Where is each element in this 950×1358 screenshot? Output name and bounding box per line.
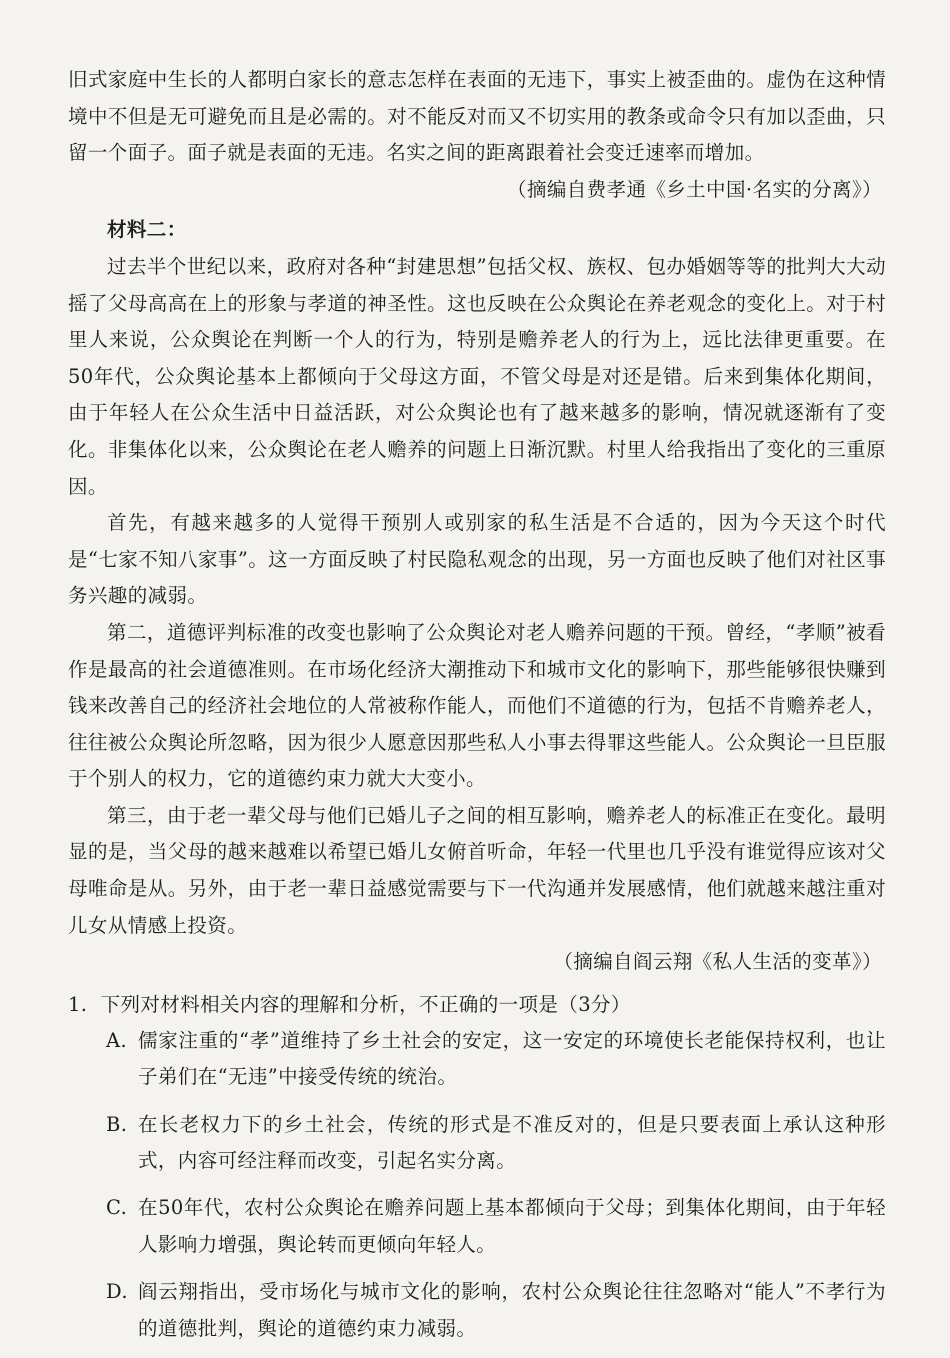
passage2-paragraph: 首先，有越来越多的人觉得干预别人或别家的私生活是不合适的，因为今天这个时代是“七家不知八家事”。这一方面反映了村民隐私观念的出现，另一方面也反映了他们对社区事务兴趣的减弱。 (68, 511, 886, 608)
passage1-tail: 旧式家庭中生长的人都明白家长的意志怎样在表面的无违下，事实上被歪曲的。虚伪在这种情境中不但是无可避免而且是必需的。对不能反对而又不切实用的教条或命令只有加以歪曲，只留一个面子。面子就是表面的无违。名实之间的距离跟着社会变迁速率而增加。 (68, 68, 886, 165)
passage2-heading: 材料二： (107, 218, 187, 242)
passage2-paragraph: 过去半个世纪以来，政府对各种“封建思想”包括父权、族权、包办婚姻等等的批判大大动摇了父母高高在上的形象与孝道的神圣性。这也反映在公众舆论在养老观念的变化上。对于村里人来说，公众舆论在判断一个人的行为，特别是赡养老人的行为上，远比法律更重要。在50年代，公众舆论基本上都倾向于父母这方面，不管父母是对还是错。后来到集体化期间，由于年轻人在公众生活中日益活跃，对公众舆论也有了越来越多的影响，情况就逐渐有了变化。非集体化以来，公众舆论在老人赡养的问题上日渐沉默。村里人给我指出了变化的三重原因。 (68, 254, 886, 498)
option-text: 在长老权力下的乡土社会，传统的形式是不准反对的，但是只要表面上承认这种形式，内容可经注释而改变，引起名实分离。 (138, 1112, 886, 1173)
question-1 (68, 987, 886, 1347)
passage1-source: （摘编自费孝通《乡土中国·名实的分离》） (507, 177, 882, 201)
option-letter: A. (106, 1028, 128, 1052)
passage2-paragraph: 第二，道德评判标准的改变也影响了公众舆论对老人赡养问题的干预。曾经，“孝顺”被看作是最高的社会道德准则。在市场化经济大潮推动下和城市文化的影响下，那些能够很快赚到钱来改善自己的经济社会地位的人常被称作能人，而他们不道德的行为，包括不肯赡养老人，往往被公众舆论所忽略，因为很少人愿意因那些私人小事去得罪这些能人。公众舆论一旦臣服于个别人的权力，它的道德约束力就大大变小。 (68, 620, 886, 791)
question-stem (68, 987, 886, 1023)
option-d (68, 1274, 886, 1347)
option-c (68, 1190, 886, 1263)
passage2-paragraph: 第三，由于老一辈父母与他们已婚儿子之间的相互影响，赡养老人的标准正在变化。最明显的是，当父母的越来越难以希望已婚儿女俯首听命，年轻一代里也几乎没有谁觉得应该对父母唯命是从。另外，由于老一辈日益感觉需要与下一代沟通并发展感情，他们就越来越注重对儿女从情感上投资。 (68, 803, 886, 937)
option-letter: D. (106, 1280, 128, 1304)
option-a (68, 1023, 886, 1096)
option-letter: C. (106, 1196, 128, 1220)
document-body (68, 62, 886, 1358)
option-text: 在50年代，农村公众舆论在赡养问题上基本都倾向于父母；到集体化期间，由于年轻人影响力增强，舆论转而更倾向年轻人。 (138, 1196, 886, 1256)
option-b (68, 1107, 886, 1180)
option-letter: B. (106, 1112, 128, 1136)
passage2-source: （摘编自阎云翔《私人生活的变革》） (553, 950, 882, 974)
option-text: 儒家注重的“孝”道维持了乡土社会的安定，这一安定的环境使长老能保持权利，也让子弟们在“无违”中接受传统的统治。 (138, 1028, 886, 1089)
question-text: 下列对材料相关内容的理解和分析，不正确的一项是（3分） (100, 992, 631, 1016)
option-text: 阎云翔指出，受市场化与城市文化的影响，农村公众舆论往往忽略对“能人”不孝行为的道德批判，舆论的道德约束力减弱。 (138, 1280, 886, 1340)
question-number: 1. (68, 992, 88, 1016)
